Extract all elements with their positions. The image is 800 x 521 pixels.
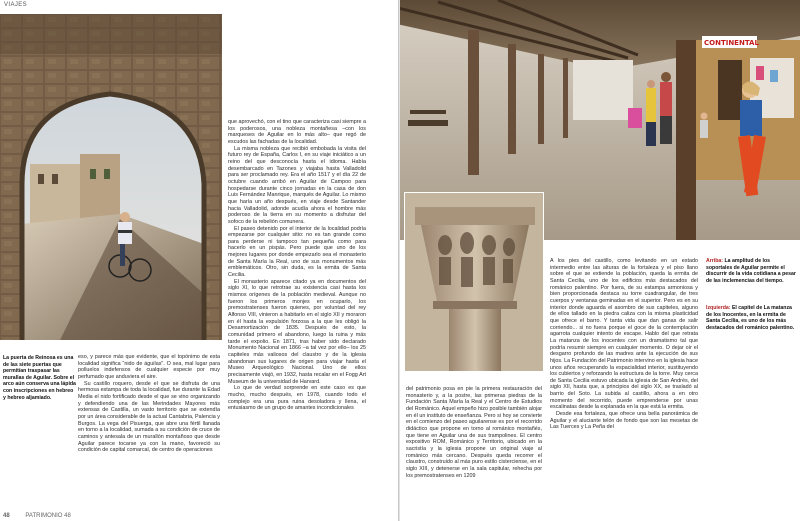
column2-paragraph-4: El monasterio aparece citado ya en documentos del siglo XI, lo que retrotrae su existencia casi hasta los mismos orígenes de la población medieval. Aunque no fueron los primeros monjes en ocuparlo, los premostratenses fueron quienes, por voluntad del rey Alfonso VIII, vinieron a habitarlo en el siglo XII y moraron en él hasta la expulsión forzosa a la que les obligó la Desamortización de 1835. Después de esto, la comunidad primero el abandono, luego la ruina y más tarde el expolio. En 1871, tras haber sido declarado Monumento Nacional en 1866 –a tal vez por ello– los 25 capiteles más valiosos del claustro y de la iglesia abandonan sus lugares de origen para viajar hasta el Museo Arqueológico Nacional. Uno de ellos precisamente viajó, en 1932, hasta recalar en el Fogg Art Museum de la universidad de Harvard. <box>228 278 366 385</box>
section-header: VIAJES <box>4 2 28 8</box>
text-column-2 <box>228 119 366 412</box>
arch-caption-text: La puerta de Reinosa es una de las siete puertas que permitían traspasar las murallas de Aguilar. Sobre el arco aún conserva una lápida con inscripciones en hebreo y hebreo aljamiado. <box>3 355 76 401</box>
column2-paragraph-5: Lo que de verdad sorprende en este caso es que mucho, mucho después, en 1978, cuando todo el complejo era una pura ruina desoladora y llena, el entusiasmo de un grupo de amantes incondicionales <box>228 385 366 412</box>
right-page <box>400 0 800 521</box>
page-footer-left <box>3 513 71 519</box>
capital-caption-text: La amplitud de los soportales de Aguilar permite el discurrir de la vida cotidiana a pesar de las inclemencias del tiempo. <box>706 258 796 284</box>
capital-illustration <box>405 193 544 372</box>
column1-paragraph-2: Su castillo roquero, desde el que se disfruta de una hermosa estampa de toda la localidad, fue durante la Edad Media el nido fortificado desde el que se vino organizando y defendiendo una de las Merindades Mayores más extensas de Castilla, un vasto territorio que se extendía por un área considerable de la actual Cantabria, Palencia y Burgos. La vega del Pisuerga, que abre una fértil llanada en torno a la localidad, sumada a su condición de cruce de caminos y antesala de un murallón montañoso que desde Aguilar parece tocarse ya con la mano, favoreció su condición de capital comarcal, de centro de operaciones <box>78 380 220 454</box>
columns-caption <box>706 305 796 331</box>
column4-paragraph-2: Desde esa fortaleza, que ofrece una bella panorámica de Aguilar y el aluciante telón de fondo que son las mesetas de Las Tuerces y La Peña del <box>550 411 698 431</box>
column2-paragraph-1: que aprovechó, con el tino que caracteriza casi siempre a los poderosos, una nobleza montañesa –con los marqueses de Aguilar en lo más alto– que regó de escudos las fachadas de la localidad. <box>228 119 366 145</box>
capital-caption <box>706 258 796 284</box>
magazine-name: PATRIMONIO <box>25 513 63 519</box>
arch-caption <box>3 355 77 401</box>
page-number: 48 <box>3 513 10 519</box>
column3-paragraph-1: del patrimonio posa en pie la primera restauración del monasterio y, a la postre, las primeras piedras de la Fundación Santa María la Real y el Centro de Estudios del Románico. Aquel empeño hizo posible también alojar en él un instituto de enseñanza. Pero si hoy se convierte en el comienzo del paseo aguilarense es por el recorrido didáctico que propone en torno al románico montañés, que tiene en Aguilar una de sus trampolines. El centro expositivo ROM, Románico y Territorio, ubicado en la sacristía y la iglesia propone un original viaje al románico más cercano. Después queda recorrer el claustro, construido al más puro estilo cisterciense, en el siglo XIII, y detenerse en la sala capitular, rehecha por los premostratenses en 1209 <box>406 386 542 479</box>
columns-caption-text: El capitel de La matanza de los Inocentes, en la ermita de Santa Cecilia, es uno de los más destacados del románico palentino. <box>706 305 795 331</box>
column1-paragraph-1: eso, y parece más que evidente, que el topónimo de esta localidad significa “nido de águilas”. O sea, mal lugar para polluelos indefensos de cualquier especie por muy perfumado que anduviera el aire. <box>78 354 220 380</box>
arch-illustration <box>0 14 222 340</box>
column2-paragraph-3: El paseo detenido por el interior de la localidad podría empezarse por cualquier sitio: no es tan grande como para perderse ni tampoco tan pequeña como para hacerlo en un pispás. Pero puede que uno de los mejores lugares por donde empezarlo sea el monasterio de Santa María la Real, uno de sus monumentos más emblemáticos. Otro, sin duda, es la ermita de Santa Cecilia. <box>228 225 366 279</box>
store-sign: CONTINENTAL <box>704 39 759 47</box>
text-column-4 <box>550 258 698 431</box>
columns-caption-lead: Izquierda: <box>706 305 731 311</box>
capital-photo <box>404 192 544 372</box>
arch-photo <box>0 14 222 340</box>
left-page <box>0 0 398 521</box>
text-column-3 <box>406 386 542 479</box>
capital-caption-lead: Arriba: <box>706 258 724 264</box>
column4-paragraph-1: A los pies del castillo, como levitando en un estado intermedio entre las alturas de la fortaleza y el piso llano sobre el que se extiende la población, queda la ermita de Santa Cecilia, uno de los edificios más destacados del románico palentino. Por fuera, de su estampa armoniosa y bien proporcionada destaca su torre cuadrangular, de tres cuerpos y ventanas geminadas en el superior. Pero es en su interior donde aguarda el asombro de sus capiteles, alguno de ellos tallado en la piedra caliza con la misma plasticidad que ofrece el barro. Y tanta vida que dan ganas de salir corriendo... si no fuera porque el goce de la contemplación agarrota cualquier intento de escape. Hablo del que retrata La matanza de los inocentes con un dramatismo tal que podría resumir siempre en cualquier momento. O dejar oír el desgarro profundo de las madres ante la ejecución de sus hijos. La Fundación del Patrimonio intervino en la iglesia hace unos años recuperando la espacialidad interior, sustituyendo los cubiertos y reforzando la estructura de la torre. Muy cerca de Santa Cecilia estuvo ubicada la iglesia de San Andrés, del siglo XII, hasta que, a principios del siglo XX, se trasladó al barrio del Soto. La subida al castillo, ahora a en otro momento del recorrido, puede emprenderse por unas escalinatas desde la explanada en la que está la ermita. <box>550 258 698 411</box>
issue-page: 48 <box>64 513 71 519</box>
text-column-1 <box>78 354 220 454</box>
column2-paragraph-2: La misma nobleza que recibió embobada la visita del futuro rey de España, Carlos I, en su viaje iniciático a un reino del que desconocía hasta el idioma. Había desembarcado en Tazones y viajaba hasta Valladolid para ser proclamado rey. Era el año 1517 y el día 22 de octubre cuando arribó en Aguilar de Campoo para hospedarse durante cinco jornadas en la casa de don Luis Fernández Manrique, marqués de Aguilar. Lo mismo que haría un año después, en viaje desde Santander hacia Valladolid, adonde acudía ahora el hombre más poderoso de la tierra en su momento a disfrutar del sofoco de la rebelión comunera. <box>228 145 366 225</box>
